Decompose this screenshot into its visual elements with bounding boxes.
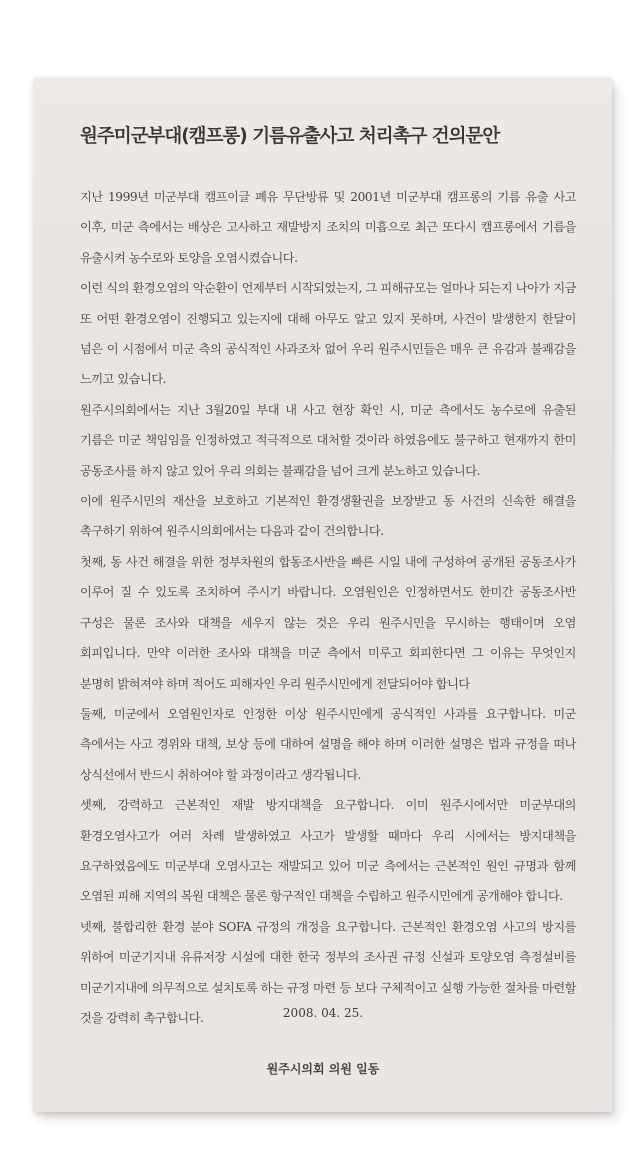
document-paper: [34, 78, 612, 1112]
paragraph-first-demand: 첫째, 동 사건 해결을 위한 정부차원의 합동조사반을 빠른 시일 내에 구성하여 공개된 공동조사가 이루어 질 수 있도록 조치하여 주시기 바랍니다. 오염원인은 인정하면서도 한미간 공동조사반 구성은 물론 조사와 대책을 세우지 않는 것은 우리 원주시민을 무시하는 행태이며 오염 회피입니다. 만약 이러한 조사와 대책을 미군 측에서 미루고 회피한다면 그 이유는 무엇인지 분명히 밝혀져야 하며 적어도 피해자인 우리 원주시민에게 전달되어야 합니다: [80, 554, 576, 691]
paragraph-council-inspection: 원주시의회에서는 지난 3월20일 부대 내 사고 현장 확인 시, 미군 측에서도 농수로에 유출된 기름은 미군 책임임을 인정하였고 적극적으로 대처할 것이라 하였음에도 불구하고 현재까지 한미 공동조사를 하지 않고 있어 우리 의회는 불쾌감을 넘어 크게 분노하고 있습니다.: [80, 402, 576, 478]
document-title: 원주미군부대(캠프롱) 기름유출사고 처리촉구 건의문안: [80, 126, 500, 147]
document-body: [80, 182, 576, 1033]
paragraph-fourth-demand: 넷째, 불합리한 환경 분야 SOFA 규정의 개정을 요구합니다. 근본적인 환경오염 사고의 방지를 위하여 미군기지내 유류저장 시설에 대한 한국 정부의 조사권 규정 신설과 토양오염 측정설비를 미군기지내에 의무적으로 설치토록 하는 규정 마련 등 보다 구체적이고 실행 가능한 절차를 마련할 것을 강력히 촉구합니다.: [80, 919, 576, 1025]
paragraph-pollution-cycle: 이런 식의 환경오염의 악순환이 언제부터 시작되었는지, 그 피해규모는 얼마나 되는지 나아가 지금 또 어떤 환경오염이 진행되고 있는지에 대해 아무도 알고 있지 못하며, 사건이 발생한지 한달이 넘은 이 시점에서 미군 측의 공식적인 사과조차 없어 우리 원주시민들은 매우 큰 유감과 불쾌감을 느끼고 있습니다.: [80, 281, 576, 387]
paragraph-third-demand: 셋째, 강력하고 근본적인 재발 방지대책을 요구합니다. 이미 원주시에서만 미군부대의 환경오염사고가 여러 차례 발생하였고 사고가 발생할 때마다 우리 시에서는 방지대책을 요구하였음에도 미군부대 오염사고는 재발되고 있어 미군 측에서는 근본적인 원인 규명과 함께 오염된 피해 지역의 복원 대책은 물론 항구적인 대책을 수립하고 원주시민에게 공개해야 합니다.: [80, 798, 576, 904]
paragraph-second-demand: 둘째, 미군에서 오염원인자로 인정한 이상 원주시민에게 공식적인 사과를 요구합니다. 미군 측에서는 사고 경위와 대책, 보상 등에 대하여 설명을 해야 하며 이러한 설명은 법과 규정을 떠나 상식선에서 반드시 취하여야 할 과정이라고 생각됩니다.: [80, 706, 576, 782]
document-date: 2008. 04. 25.: [282, 1006, 364, 1020]
paragraph-proposal-intro: 이에 원주시민의 재산을 보호하고 기본적인 환경생활권을 보장받고 동 사건의 신속한 해결을 촉구하기 위하여 원주시의회에서는 다음과 같이 건의합니다.: [80, 494, 576, 539]
paragraph-intro: 지난 1999년 미군부대 캠프이글 폐유 무단방류 및 2001년 미군부대 캠프롱의 기름 유출 사고 이후, 미군 측에서는 배상은 고사하고 재발방지 조치의 미흡으로 최근 또다시 캠프롱에서 기름을 유출시켜 농수로와 토양을 오염시켰습니다.: [80, 190, 576, 265]
document-signer: 원주시의회 의원 일동: [266, 1062, 380, 1076]
